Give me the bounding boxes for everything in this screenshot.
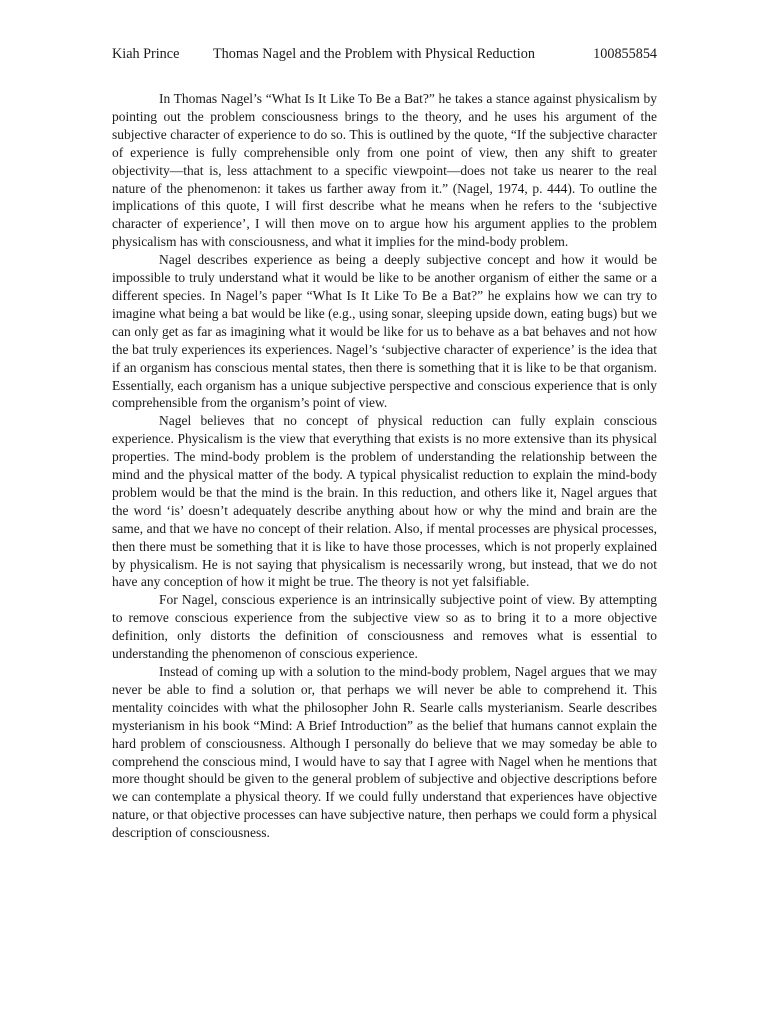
header-author: Kiah Prince [112, 46, 180, 62]
essay-body [112, 90, 657, 842]
paragraph: For Nagel, conscious experience is an intrinsically subjective point of view. By attempting to remove conscious experience from the subjective view so as to bring it to a more objective definition, only distorts the definition of consciousness and removes what is essential to understanding the phenomenon of conscious experience. [112, 592, 657, 662]
header-student-id: 100855854 [593, 46, 657, 62]
paragraph: Instead of coming up with a solution to the mind-body problem, Nagel argues that we may never be able to find a solution or, that perhaps we will never be able to comprehend it. This mentality coincides with what the philosopher John R. Searle calls mysterianism. Searle describes mysterianism in his book “Mind: A Brief Introduction” as the belief that humans cannot explain the hard problem of consciousness. Although I personally do believe that we may someday be able to comprehend the conscious mind, I would have to say that I agree with Nagel when he mentions that more thought should be given to the general problem of subjective and objective descriptions before we can contemplate a physical theory. If we could fully understand that experiences have objective nature, or that objective processes can have subjective nature, then perhaps we could form a physical description of consciousness. [112, 664, 657, 841]
header-title: Thomas Nagel and the Problem with Physical Reduction [213, 46, 535, 62]
paragraph: Nagel believes that no concept of physical reduction can fully explain conscious experience. Physicalism is the view that everything that exists is no more extensive than its physical properties. The mind-body problem is the problem of understanding the relationship between the mind and the physical matter of the body. A typical physicalist reduction to explain the mind-body problem would be that the mind is the brain. In this reduction, and others like it, Nagel argues that the word ‘is’ doesn’t adequately describe anything about how or why the mind and brain are the same, and that we have no concept of their relation. Also, if mental processes are physical processes, then there must be something that it is like to have those processes, which is not properly explained by physicalism. He is not saying that physicalism is necessarily wrong, but instead, that we do not have any conception of how it might be true. The theory is not yet falsifiable. [112, 413, 657, 590]
running-header [112, 44, 657, 64]
paragraph: Nagel describes experience as being a deeply subjective concept and how it would be impossible to truly understand what it would be like to be another organism of either the same or a different species. In Nagel’s paper “What Is It Like To Be a Bat?” he explains how we can try to imagine what being a bat would be like (e.g., using sonar, sleeping upside down, eating bugs) but we can only get as far as imagining what it would be like for us to behave as a bat behaves and not how the bat truly experiences its experiences. Nagel’s ‘subjective character of experience’ is the idea that if an organism has conscious mental states, then there is something that it is like to be that organism. Essentially, each organism has a unique subjective perspective and conscious experience that is only comprehensible from the organism’s point of view. [112, 252, 657, 411]
paragraph: In Thomas Nagel’s “What Is It Like To Be a Bat?” he takes a stance against physicalism by pointing out the problem consciousness brings to the theory, and he uses his argument of the subjective character of experience to do so. This is outlined by the quote, “If the subjective character of experience is fully comprehensible only from one point of view, then any shift to greater objectivity—that is, less attachment to a specific viewpoint—does not take us nearer to the real nature of the phenomenon: it takes us farther away from it.” (Nagel, 1974, p. 444). To outline the implications of this quote, I will first describe what he means when he refers to the ‘subjective character of experience’, I will then move on to argue how his argument applies to the problem physicalism has with consciousness, and what it implies for the mind-body problem. [112, 91, 657, 250]
